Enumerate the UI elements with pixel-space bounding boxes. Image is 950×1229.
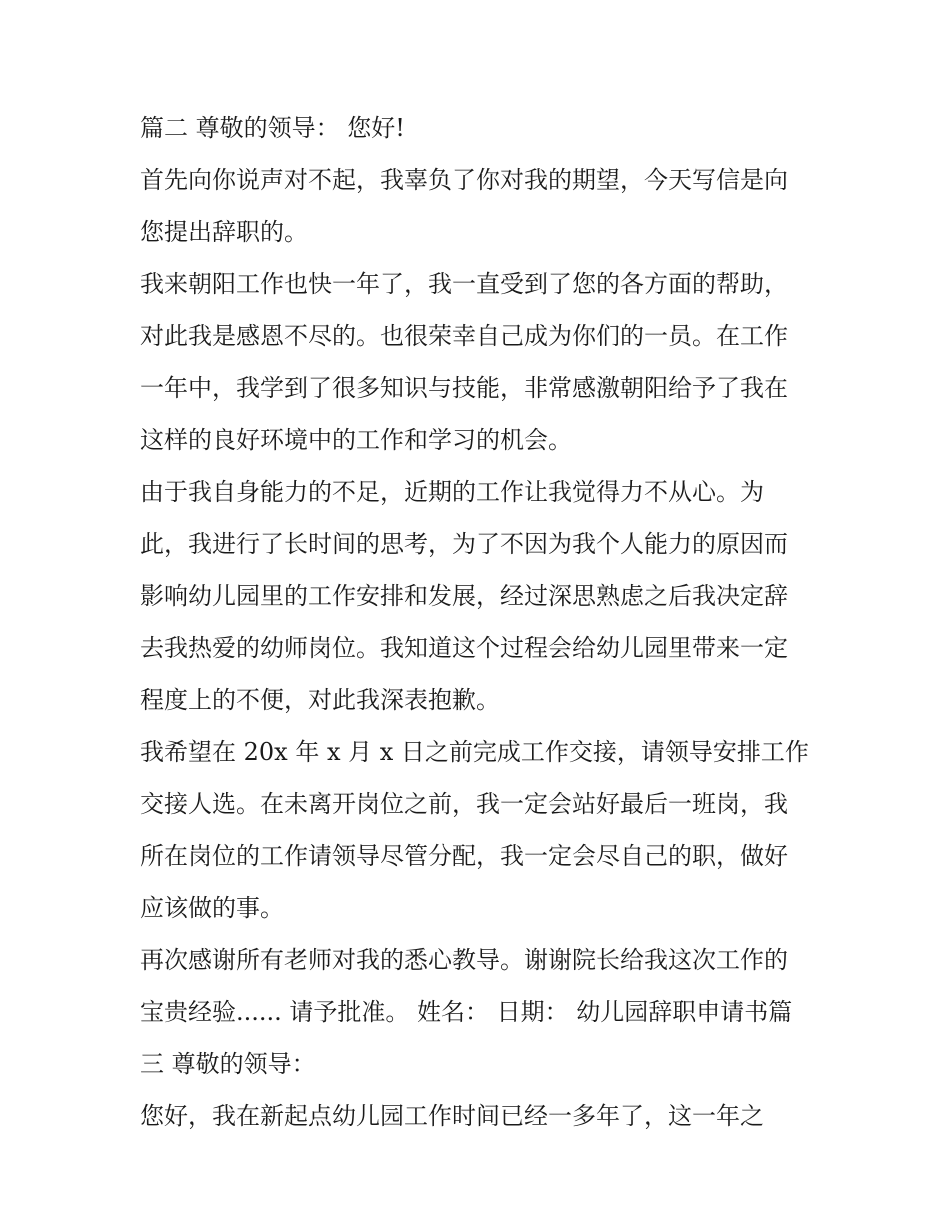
text-line: 此，我进行了长时间的思考，为了不因为我个人能力的原因而 xyxy=(140,530,788,558)
text-line: 程度上的不便，对此我深表抱歉。 xyxy=(140,686,500,714)
text-line: 一年中，我学到了很多知识与技能，非常感激朝阳给予了我在 xyxy=(140,374,788,402)
text-line: 您好，我在新起点幼儿园工作时间已经一多年了，这一年之 xyxy=(140,1102,764,1130)
text-line: 宝贵经验...... 请予批准。 姓名： 日期： 幼儿园辞职申请书篇 xyxy=(140,998,793,1026)
text-line: 由于我自身能力的不足，近期的工作让我觉得力不从心。为 xyxy=(140,478,764,506)
text-line: 去我热爱的幼师岗位。我知道这个过程会给幼儿园里带来一定 xyxy=(140,634,788,662)
text-line: 对此我是感恩不尽的。也很荣幸自己成为你们的一员。在工作 xyxy=(140,322,788,350)
text-line: 我希望在 20x 年 x 月 x 日之前完成工作交接，请领导安排工作 xyxy=(140,738,809,766)
text-line: 首先向你说声对不起，我辜负了你对我的期望，今天写信是向 xyxy=(140,166,788,194)
text-line: 影响幼儿园里的工作安排和发展，经过深思熟虑之后我决定辞 xyxy=(140,582,788,610)
text-line: 应该做的事。 xyxy=(140,894,284,922)
text-line: 篇二 尊敬的领导： 您好! xyxy=(140,114,405,142)
text-line: 交接人选。在未离开岗位之前，我一定会站好最后一班岗，我 xyxy=(140,790,788,818)
document-page xyxy=(140,102,815,1142)
text-line: 三 尊敬的领导： xyxy=(140,1050,316,1078)
text-line: 这样的良好环境中的工作和学习的机会。 xyxy=(140,426,572,454)
text-line: 我来朝阳工作也快一年了，我一直受到了您的各方面的帮助， xyxy=(140,270,788,298)
text-line: 所在岗位的工作请领导尽管分配，我一定会尽自己的职，做好 xyxy=(140,842,788,870)
text-line: 再次感谢所有老师对我的悉心教导。谢谢院长给我这次工作的 xyxy=(140,946,788,974)
text-line: 您提出辞职的。 xyxy=(140,218,308,246)
